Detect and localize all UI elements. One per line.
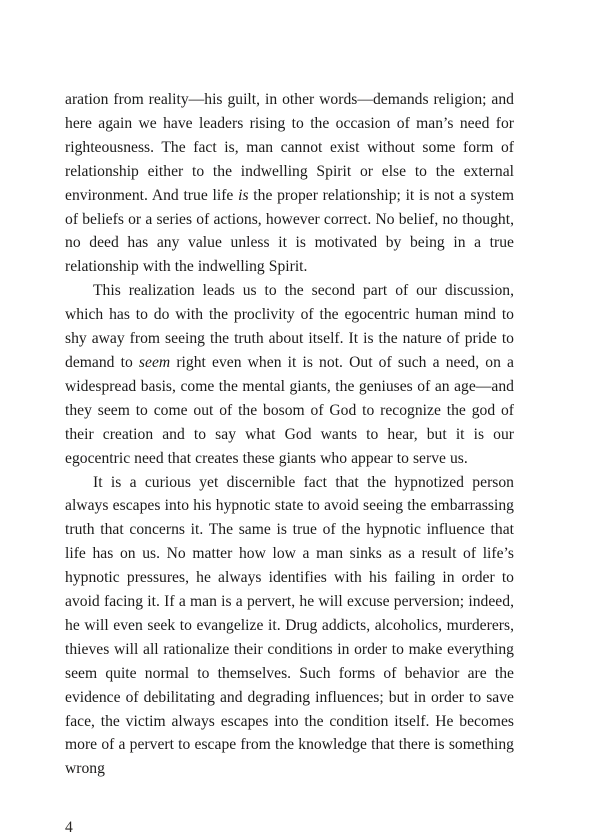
paragraph-1-text-before-italic: aration from reality—his guilt, in other words—demands religion; and here again we have leaders rising to the occasion of man’s need for righteousness. The fact is, man cannot exist without some form of relationship either to the indwelling Spirit or else to the external environment. And true life bbox=[65, 91, 514, 204]
page-number: 4 bbox=[65, 819, 73, 836]
paragraph-3 bbox=[65, 471, 514, 782]
paragraph-2-emphasis: seem bbox=[138, 353, 171, 371]
text-column bbox=[65, 88, 514, 781]
paragraph-2-text-before-italic: This realization leads us to the second part of our discussion, which has to do with the proclivity of the egocentric human mind to shy away from seeing the truth about itself. It is the nature of pride to demand to bbox=[65, 282, 514, 371]
paragraph-2 bbox=[65, 279, 514, 470]
paragraph-1-emphasis: is bbox=[238, 186, 249, 204]
paragraph-1-text-after-italic: the proper relationship; it is not a system of beliefs or a series of actions, however correct. No belief, no thought, no deed has any value unless it is motivated by being in a true relationship with the indwelling Spirit. bbox=[65, 186, 514, 276]
paragraph-2-text-after-italic: right even when it is not. Out of such a need, on a widespread basis, come the mental giants, the geniuses of an age—and they seem to come out of the bosom of God to recognize the god of their creation and to say what God wants to hear, but it is our egocentric need that creates these giants who appear to serve us. bbox=[65, 353, 514, 467]
paragraph-1 bbox=[65, 88, 514, 279]
paragraph-3-text: It is a curious yet discernible fact that the hypnotized person always escapes into his hypnotic state to avoid seeing the embarrassing truth that concerns it. The same is true of the hypnotic influence that life has on us. No matter how low a man sinks as a result of life’s hypnotic pressures, he always identifies with his failing in order to avoid facing it. If a man is a pervert, he will excuse perversion; indeed, he will even seek to evangelize it. Drug addicts, alcoholics, murderers, thieves will all rationalize their conditions in order to make everything seem quite normal to themselves. Such forms of behavior are the evidence of debilitating and degrading influences; but in order to save face, the victim always escapes into the condition itself. He becomes more of a pervert to escape from the knowledge that there is something wrong bbox=[65, 473, 514, 778]
